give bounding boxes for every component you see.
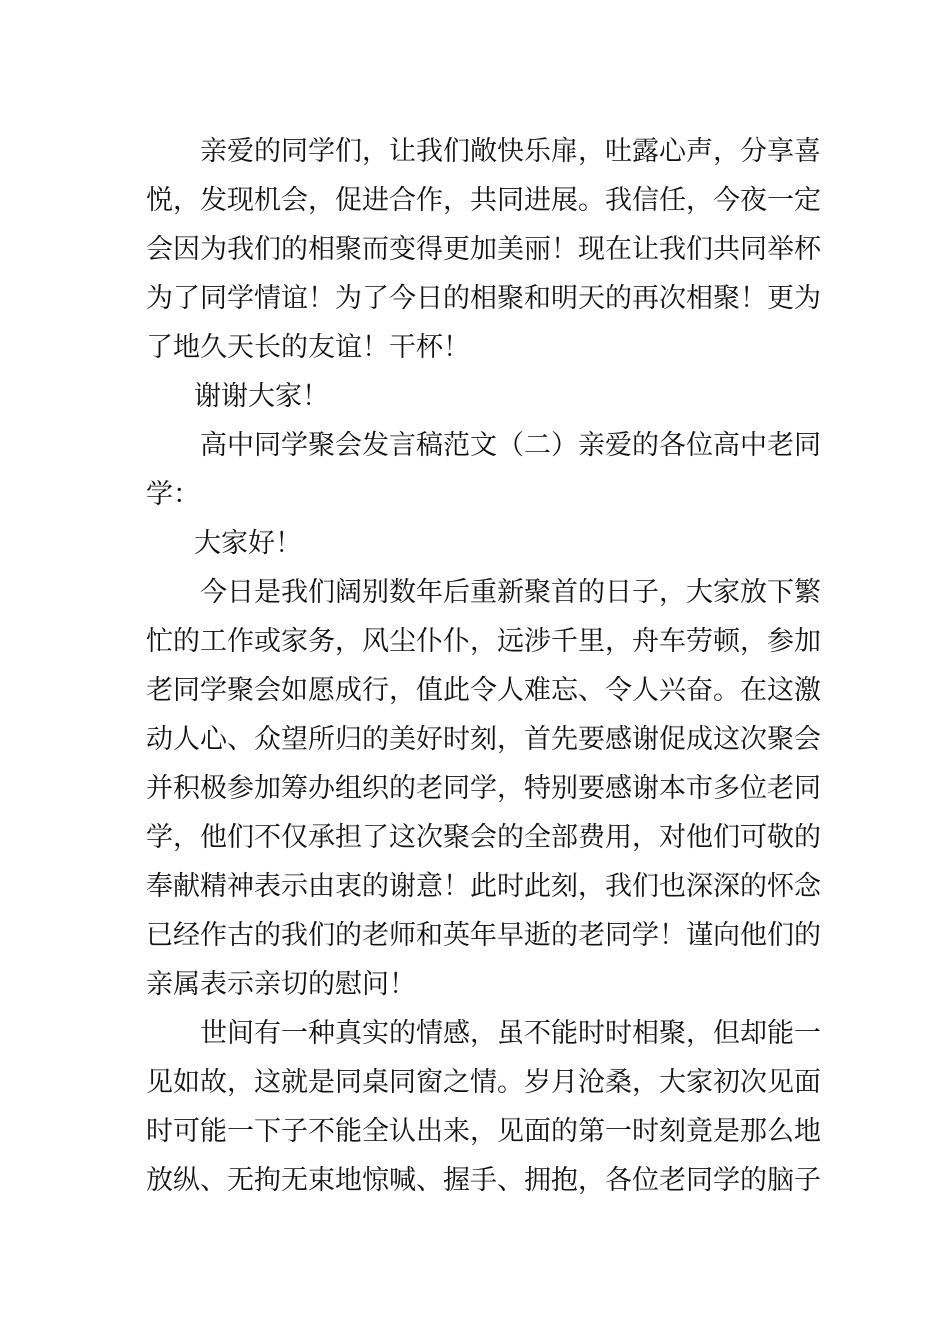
document-body	[146, 127, 821, 1205]
paragraph-line: 为了同学情谊！为了今日的相聚和明天的再次相聚！更为	[146, 283, 821, 314]
paragraph-line: 并积极参加筹办组织的老同学，特别要感谢本市多位老同	[146, 773, 821, 804]
paragraph-line: 亲爱的同学们，让我们敞快乐扉，吐露心声，分享喜	[200, 136, 821, 167]
paragraph-line: 世间有一种真实的情感，虽不能时时相聚，但却能一	[200, 1018, 821, 1049]
paragraph-line: 今日是我们阔别数年后重新聚首的日子，大家放下繁	[200, 577, 821, 608]
paragraph-line: 时可能一下子不能全认出来，见面的第一时刻竟是那么地	[146, 1116, 821, 1147]
paragraph-line: 高中同学聚会发言稿范文（二）亲爱的各位高中老同	[200, 430, 821, 461]
paragraph-line: 学：	[146, 479, 200, 510]
paragraph-line: 了地久天长的友谊！干杯！	[146, 332, 470, 363]
paragraph-line: 老同学聚会如愿成行，值此令人难忘、令人兴奋。在这激	[146, 675, 821, 706]
paragraph-line: 奉献精神表示由衷的谢意！此时此刻，我们也深深的怀念	[146, 871, 821, 902]
paragraph-line: 已经作古的我们的老师和英年早逝的老同学！谨向他们的	[146, 920, 821, 951]
paragraph-line: 动人心、众望所归的美好时刻，首先要感谢促成这次聚会	[146, 724, 821, 755]
paragraph-line: 见如故，这就是同桌同窗之情。岁月沧桑，大家初次见面	[146, 1067, 821, 1098]
paragraph-line: 放纵、无拘无束地惊喊、握手、拥抱，各位老同学的脑子	[146, 1165, 821, 1196]
paragraph-line: 悦，发现机会，促进合作，共同进展。我信任，今夜一定	[146, 185, 821, 216]
paragraph-line: 忙的工作或家务，风尘仆仆，远涉千里，舟车劳顿，参加	[146, 626, 821, 657]
paragraph-line: 会因为我们的相聚而变得更加美丽！现在让我们共同举杯	[146, 234, 821, 265]
paragraph-line: 大家好！	[194, 528, 302, 559]
paragraph-line: 学，他们不仅承担了这次聚会的全部费用，对他们可敬的	[146, 822, 821, 853]
paragraph-line: 谢谢大家！	[194, 381, 329, 412]
paragraph-line: 亲属表示亲切的慰问！	[146, 969, 416, 1000]
